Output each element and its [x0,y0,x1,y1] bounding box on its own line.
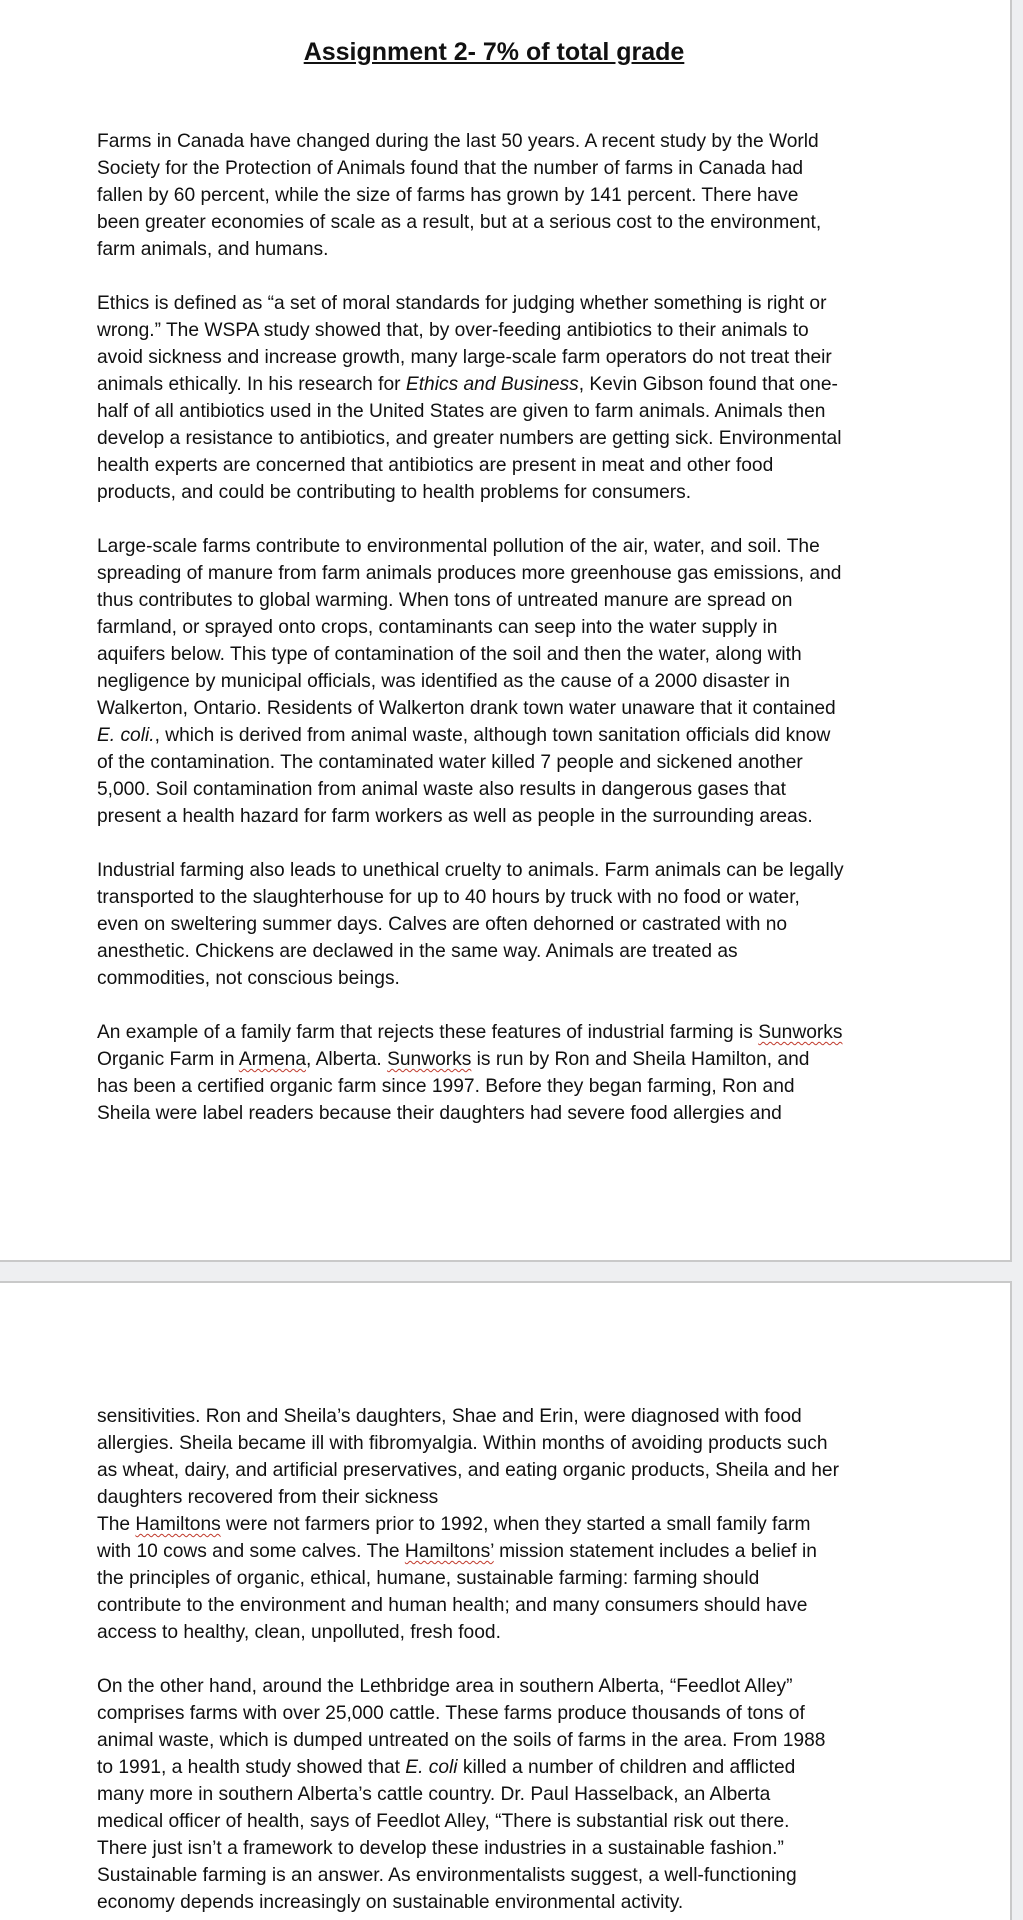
text-line: products, and could be contributing to health problems for consumers. [97,482,692,503]
text-line: as wheat, dairy, and artificial preservatives, and eating organic products, Sheila and her [97,1460,839,1481]
text-line: half of all antibiotics used in the United States are given to farm animals. Animals then [97,401,826,422]
text-line: commodities, not conscious beings. [97,968,400,989]
text-line [97,1019,897,1046]
text-run: , Alberta. [306,1049,388,1070]
text-line: Sheila were label readers because their daughters had severe food allergies and [97,1103,782,1124]
text-line: Ethics is defined as “a set of moral standards for judging whether something is right or [97,293,827,314]
text-line [97,371,897,398]
text-line: medical officer of health, says of Feedlot Alley, “There is substantial risk out there. [97,1811,790,1832]
text-line: negligence by municipal officials, was identified as the cause of a 2000 disaster in [97,671,790,692]
text-line: contribute to the environment and human health; and many consumers should have [97,1595,808,1616]
paragraph-hamiltons [97,1511,897,1646]
text-line: even on sweltering summer days. Calves are often dehorned or castrated with no [97,914,788,935]
text-line: Sustainable farming is an answer. As environmentalists suggest, a well-functioning [97,1865,797,1886]
page-2-body [97,1403,897,1916]
text-line: of the contamination. The contaminated water killed 7 people and sickened another [97,752,803,773]
text-run: were not farmers prior to 1992, when they started a small family farm [220,1514,811,1535]
text-line: access to healthy, clean, unpolluted, fresh food. [97,1622,501,1643]
ecoli-italic: E. coli [405,1757,458,1778]
text-run: , Kevin Gibson found that one- [578,374,838,395]
text-line [97,722,897,749]
text-line: economy depends increasingly on sustainable environmental activity. [97,1892,684,1913]
text-line: allergies. Sheila became ill with fibromyalgia. Within months of avoiding products such [97,1433,828,1454]
text-line: 5,000. Soil contamination from animal waste also results in dangerous gases that [97,779,786,800]
text-line: the principles of organic, ethical, humane, sustainable farming: farming should [97,1568,760,1589]
text-run: with 10 cows and some calves. The [97,1541,405,1562]
spellcheck-flagged-word[interactable]: Sunworks [387,1049,472,1070]
text-line: wrong.” The WSPA study showed that, by over-feeding antibiotics to their animals to [97,320,809,341]
text-line: Farms in Canada have changed during the last 50 years. A recent study by the World [97,131,819,152]
text-line [97,1046,897,1073]
text-line: Walkerton, Ontario. Residents of Walkerton drank town water unaware that it contained [97,698,836,719]
paragraph-sunworks [97,1019,897,1127]
text-line: There just isn’t a framework to develop these industries in a sustainable fashion.” [97,1838,784,1859]
text-run: animals ethically. In his research for [97,374,406,395]
spellcheck-flagged-word[interactable]: Hamiltons [135,1514,221,1535]
text-line: Society for the Protection of Animals found that the number of farms in Canada had [97,158,804,179]
text-line [97,1511,897,1538]
text-line: has been a certified organic farm since 1997. Before they began farming, Ron and [97,1076,795,1097]
paragraph-farms-in-canada [97,128,897,263]
paragraph-pollution [97,533,897,830]
text-line: aquifers below. This type of contamination of the soil and then the water, along with [97,644,802,665]
text-line: avoid sickness and increase growth, many large-scale farm operators do not treat their [97,347,832,368]
text-line: many more in southern Alberta’s cattle country. Dr. Paul Hasselback, an Alberta [97,1784,771,1805]
ecoli-italic: E. coli. [97,725,155,746]
text-line: On the other hand, around the Lethbridge area in southern Alberta, “Feedlot Alley” [97,1676,793,1697]
text-run: The [97,1514,136,1535]
spellcheck-flagged-word[interactable]: Armena [238,1049,307,1070]
document-title: Assignment 2- 7% of total grade [303,38,685,66]
text-line [97,1754,897,1781]
paragraph-ethics [97,290,897,506]
text-line: develop a resistance to antibiotics, and greater numbers are getting sick. Environmental [97,428,842,449]
paragraph-feedlot-alley [97,1673,897,1916]
document-page-2 [0,1281,1012,1920]
text-line: fallen by 60 percent, while the size of farms has grown by 141 percent. There have [97,185,799,206]
text-line: farm animals, and humans. [97,239,329,260]
text-line [97,1538,897,1565]
text-line: farmland, or sprayed onto crops, contaminants can seep into the water supply in [97,617,778,638]
text-run: An example of a family farm that rejects these features of industrial farming is [97,1022,759,1043]
text-run: killed a number of children and afflicted [457,1757,796,1778]
text-line: sensitivities. Ron and Sheila’s daughters, Shae and Erin, were diagnosed with food [97,1406,802,1427]
text-line: present a health hazard for farm workers as well as people in the surrounding areas. [97,806,813,827]
text-line: daughters recovered from their sickness [97,1487,439,1508]
text-line: health experts are concerned that antibiotics are present in meat and other food [97,455,774,476]
spellcheck-flagged-word[interactable]: Hamiltons’ [404,1541,494,1562]
text-line: Large-scale farms contribute to environmental pollution of the air, water, and soil. The [97,536,820,557]
book-title-italic: Ethics and Business [405,374,579,395]
text-line: comprises farms with over 25,000 cattle. These farms produce thousands of tons of [97,1703,805,1724]
text-line: anesthetic. Chickens are declawed in the same way. Animals are treated as [97,941,738,962]
text-line: transported to the slaughterhouse for up to 40 hours by truck with no food or water, [97,887,800,908]
paragraph-animal-cruelty [97,857,897,992]
text-run: to 1991, a health study showed that [97,1757,406,1778]
text-line: animal waste, which is dumped untreated on the soils of farms in the area. From 1988 [97,1730,826,1751]
text-line: spreading of manure from farm animals produces more greenhouse gas emissions, and [97,563,842,584]
paragraph-sensitivities [97,1403,897,1511]
page-1-body [97,128,897,1127]
text-line: thus contributes to global warming. When tons of untreated manure are spread on [97,590,793,611]
text-run: is run by Ron and Sheila Hamilton, and [471,1049,810,1070]
spellcheck-flagged-word[interactable]: Sunworks [758,1022,843,1043]
text-run: , which is derived from animal waste, although town sanitation officials did know [154,725,831,746]
text-line: been greater economies of scale as a result, but at a serious cost to the environment, [97,212,822,233]
text-run: Organic Farm in [97,1049,239,1070]
text-line: Industrial farming also leads to unethical cruelty to animals. Farm animals can be legally [97,860,844,881]
text-run: mission statement includes a belief in [493,1541,817,1562]
